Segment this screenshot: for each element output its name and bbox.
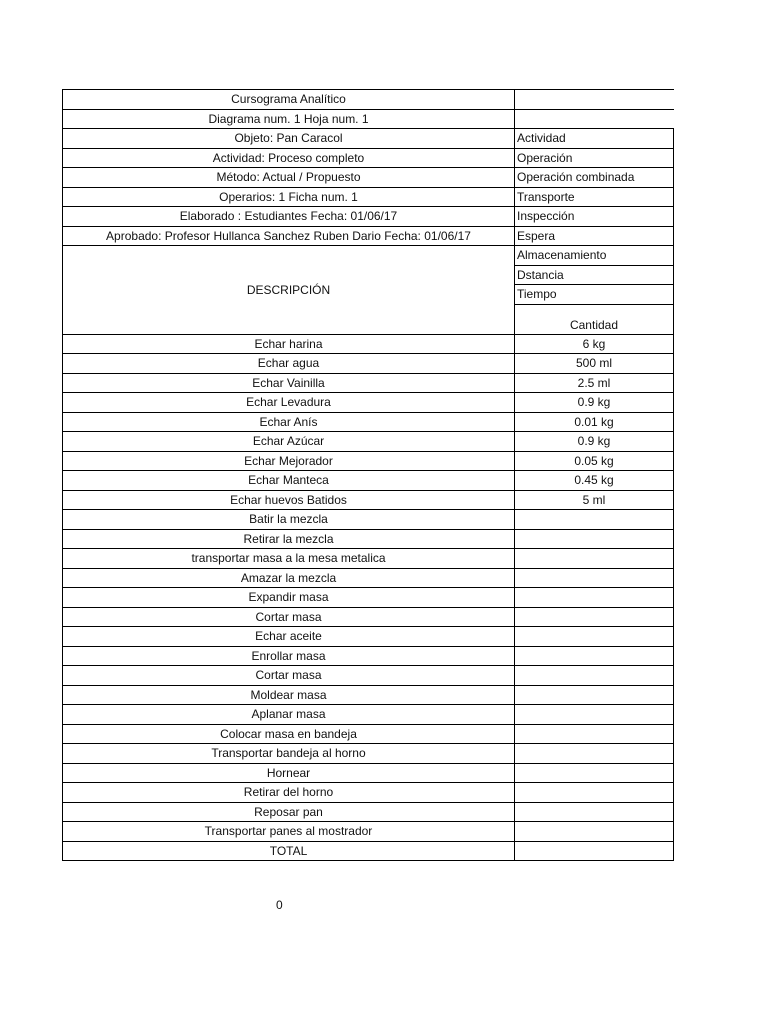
step-description-cell[interactable]: Echar Vainilla (63, 373, 515, 393)
step-cantidad-cell[interactable]: 2.5 ml (515, 373, 674, 393)
diagrama-cell[interactable]: Diagrama num. 1 Hoja num. 1 (63, 109, 515, 129)
step-description-cell[interactable]: Echar Anís (63, 412, 515, 432)
total-value: 0 (276, 898, 283, 912)
table-row (63, 510, 674, 530)
step-cantidad-cell[interactable]: 0.01 kg (515, 412, 674, 432)
aprobado-cell[interactable]: Aprobado: Profesor Hullanca Sanchez Ruben Dario Fecha: 01/06/17 (63, 226, 515, 246)
step-cantidad-cell[interactable]: 0.9 kg (515, 393, 674, 413)
step-cantidad-cell[interactable] (515, 705, 674, 725)
step-description-cell[interactable]: Reposar pan (63, 802, 515, 822)
description-row-almacenamiento (63, 246, 674, 266)
header-row-objeto (63, 129, 674, 149)
step-description-cell[interactable]: Colocar masa en bandeja (63, 724, 515, 744)
table-row (63, 529, 674, 549)
step-cantidad-cell[interactable] (515, 724, 674, 744)
step-cantidad-cell[interactable] (515, 588, 674, 608)
legend-almacenamiento-cell[interactable]: Almacenamiento (515, 246, 674, 266)
step-cantidad-cell[interactable]: 500 ml (515, 354, 674, 374)
step-cantidad-cell[interactable]: 5 ml (515, 490, 674, 510)
step-cantidad-cell[interactable] (515, 568, 674, 588)
legend-operacion-combinada-cell[interactable]: Operación combinada (515, 168, 674, 188)
empty-cell[interactable] (515, 90, 674, 110)
step-cantidad-cell[interactable]: 0.9 kg (515, 432, 674, 452)
step-description-cell[interactable]: Expandir masa (63, 588, 515, 608)
operarios-cell[interactable]: Operarios: 1 Ficha num. 1 (63, 187, 515, 207)
legend-distancia-cell[interactable]: Dstancia (515, 265, 674, 285)
step-description-cell[interactable]: Hornear (63, 763, 515, 783)
step-cantidad-cell[interactable] (515, 685, 674, 705)
empty-cell[interactable] (515, 109, 674, 129)
table-row (63, 822, 674, 842)
table-row (63, 373, 674, 393)
objeto-cell[interactable]: Objeto: Pan Caracol (63, 129, 515, 149)
step-cantidad-cell[interactable] (515, 666, 674, 686)
step-description-cell[interactable]: Amazar la mezcla (63, 568, 515, 588)
step-cantidad-cell[interactable] (515, 763, 674, 783)
step-description-cell[interactable]: Transportar panes al mostrador (63, 822, 515, 842)
table-row (63, 744, 674, 764)
step-description-cell[interactable]: Retirar del horno (63, 783, 515, 803)
table-row (63, 666, 674, 686)
table-row (63, 490, 674, 510)
header-row-elaborado (63, 207, 674, 227)
step-description-cell[interactable]: Echar Manteca (63, 471, 515, 491)
step-cantidad-cell[interactable]: 0.45 kg (515, 471, 674, 491)
step-cantidad-cell[interactable]: 0.05 kg (515, 451, 674, 471)
step-cantidad-cell[interactable] (515, 822, 674, 842)
legend-transporte-cell[interactable]: Transporte (515, 187, 674, 207)
descripcion-header-cell[interactable]: DESCRIPCIÓN (63, 246, 515, 335)
table-row (63, 763, 674, 783)
legend-cantidad-cell[interactable]: Cantidad (515, 304, 674, 334)
table-row (63, 783, 674, 803)
legend-inspeccion-cell[interactable]: Inspección (515, 207, 674, 227)
step-description-cell[interactable]: transportar masa a la mesa metalica (63, 549, 515, 569)
header-row-aprobado (63, 226, 674, 246)
step-cantidad-cell[interactable] (515, 802, 674, 822)
elaborado-cell[interactable]: Elaborado : Estudiantes Fecha: 01/06/17 (63, 207, 515, 227)
step-cantidad-cell[interactable] (515, 744, 674, 764)
table-row (63, 588, 674, 608)
legend-tiempo-cell[interactable]: Tiempo (515, 285, 674, 305)
step-cantidad-cell[interactable] (515, 549, 674, 569)
step-description-cell[interactable]: Aplanar masa (63, 705, 515, 725)
cursograma-table (62, 89, 674, 861)
header-row-operarios (63, 187, 674, 207)
step-description-cell[interactable]: Transportar bandeja al horno (63, 744, 515, 764)
step-cantidad-cell[interactable] (515, 627, 674, 647)
table-row (63, 724, 674, 744)
table-row (63, 451, 674, 471)
table-row (63, 607, 674, 627)
step-description-cell[interactable]: Echar harina (63, 334, 515, 354)
step-description-cell[interactable]: Cortar masa (63, 607, 515, 627)
table-row (63, 568, 674, 588)
total-row (63, 841, 674, 861)
title-cell[interactable]: Cursograma Analítico (63, 90, 515, 110)
legend-espera-cell[interactable]: Espera (515, 226, 674, 246)
step-description-cell[interactable]: Moldear masa (63, 685, 515, 705)
step-description-cell[interactable]: Echar Azúcar (63, 432, 515, 452)
step-description-cell[interactable]: Echar Mejorador (63, 451, 515, 471)
table-row (63, 471, 674, 491)
step-description-cell[interactable]: Echar Levadura (63, 393, 515, 413)
step-description-cell[interactable]: Echar agua (63, 354, 515, 374)
header-row-title (63, 90, 674, 110)
legend-operacion-cell[interactable]: Operación (515, 148, 674, 168)
table-row (63, 549, 674, 569)
table-row (63, 393, 674, 413)
step-description-cell[interactable]: Enrollar masa (63, 646, 515, 666)
total-cantidad-cell[interactable] (515, 841, 674, 861)
table-row (63, 334, 674, 354)
table-row (63, 802, 674, 822)
table-row (63, 685, 674, 705)
step-cantidad-cell[interactable]: 6 kg (515, 334, 674, 354)
step-cantidad-cell[interactable] (515, 646, 674, 666)
table-row (63, 412, 674, 432)
step-cantidad-cell[interactable] (515, 783, 674, 803)
step-description-cell[interactable]: Batir la mezcla (63, 510, 515, 530)
table-row (63, 627, 674, 647)
legend-actividad-cell[interactable]: Actividad (515, 129, 674, 149)
step-cantidad-cell[interactable] (515, 529, 674, 549)
table-row (63, 705, 674, 725)
table-row (63, 432, 674, 452)
step-cantidad-cell[interactable] (515, 510, 674, 530)
header-row-actividad (63, 148, 674, 168)
table-row (63, 354, 674, 374)
step-cantidad-cell[interactable] (515, 607, 674, 627)
actividad-cell[interactable]: Actividad: Proceso completo (63, 148, 515, 168)
total-label-cell[interactable]: TOTAL (63, 841, 515, 861)
metodo-cell[interactable]: Método: Actual / Propuesto (63, 168, 515, 188)
step-description-cell[interactable]: Cortar masa (63, 666, 515, 686)
header-row-metodo (63, 168, 674, 188)
step-description-cell[interactable]: Echar huevos Batidos (63, 490, 515, 510)
step-description-cell[interactable]: Retirar la mezcla (63, 529, 515, 549)
header-row-diagrama (63, 109, 674, 129)
step-description-cell[interactable]: Echar aceite (63, 627, 515, 647)
table-row (63, 646, 674, 666)
